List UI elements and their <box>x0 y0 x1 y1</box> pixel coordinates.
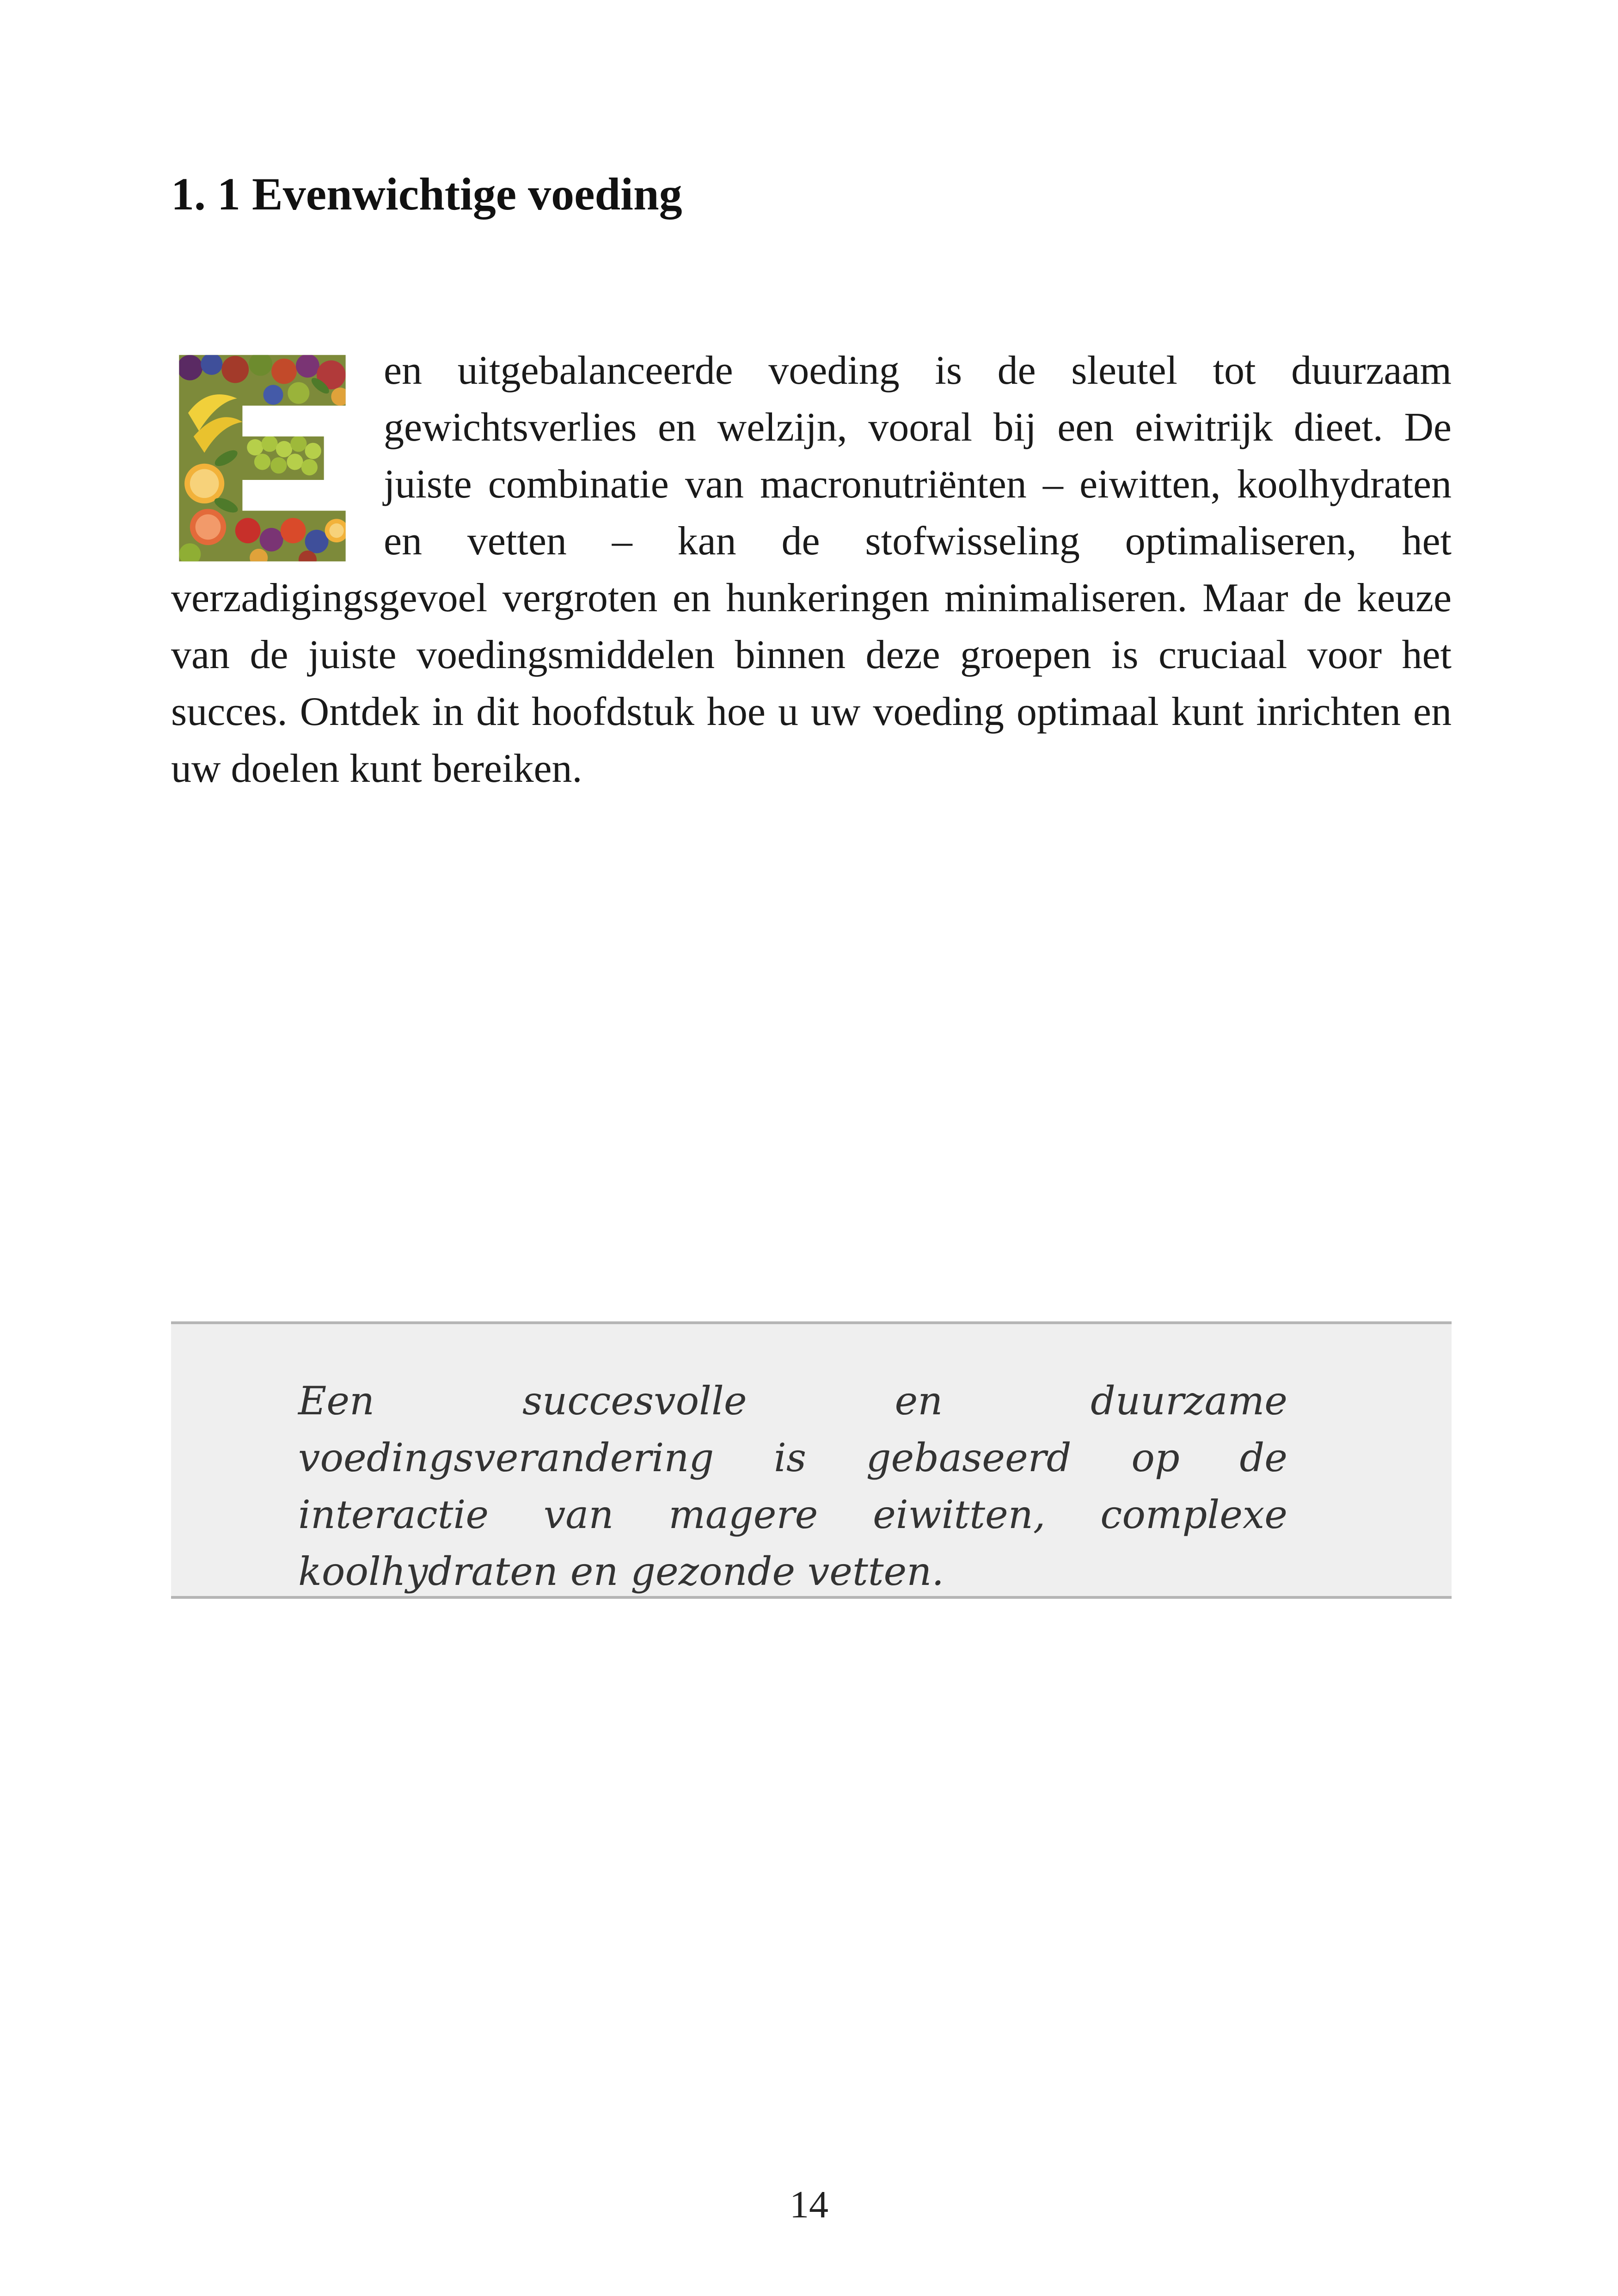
page-number: 14 <box>790 2183 828 2226</box>
callout-text: Een succesvolle en duurzame voedingsverandering is gebaseerd op de interactie van magere eiwitten, complexe koolhydraten en gezonde vetten. <box>298 1378 1287 1594</box>
page-title: 1. 1 Evenwichtige voeding <box>171 168 682 220</box>
callout-box <box>171 1321 1452 1599</box>
fruit-letter-e-icon <box>171 350 354 567</box>
intro-text: en uitgebalanceerde voeding is de sleutel tot duurzaam gewichtsverlies en welzijn, vooral bij een eiwitrijk dieet. De juiste combinatie van macronutriënten – eiwitten, koolhydraten en vetten – kan de stofwisseling optimaliseren, het verzadigingsgevoel vergroten en hunkeringen minimaliseren. Maar de keuze van de juiste voedingsmiddelen binnen deze groepen is cruciaal voor het succes. Ontdek in dit hoofdstuk hoe u uw voeding optimaal kunt inrichten en uw doelen kunt bereiken. <box>171 348 1452 791</box>
intro-paragraph <box>171 342 1452 797</box>
